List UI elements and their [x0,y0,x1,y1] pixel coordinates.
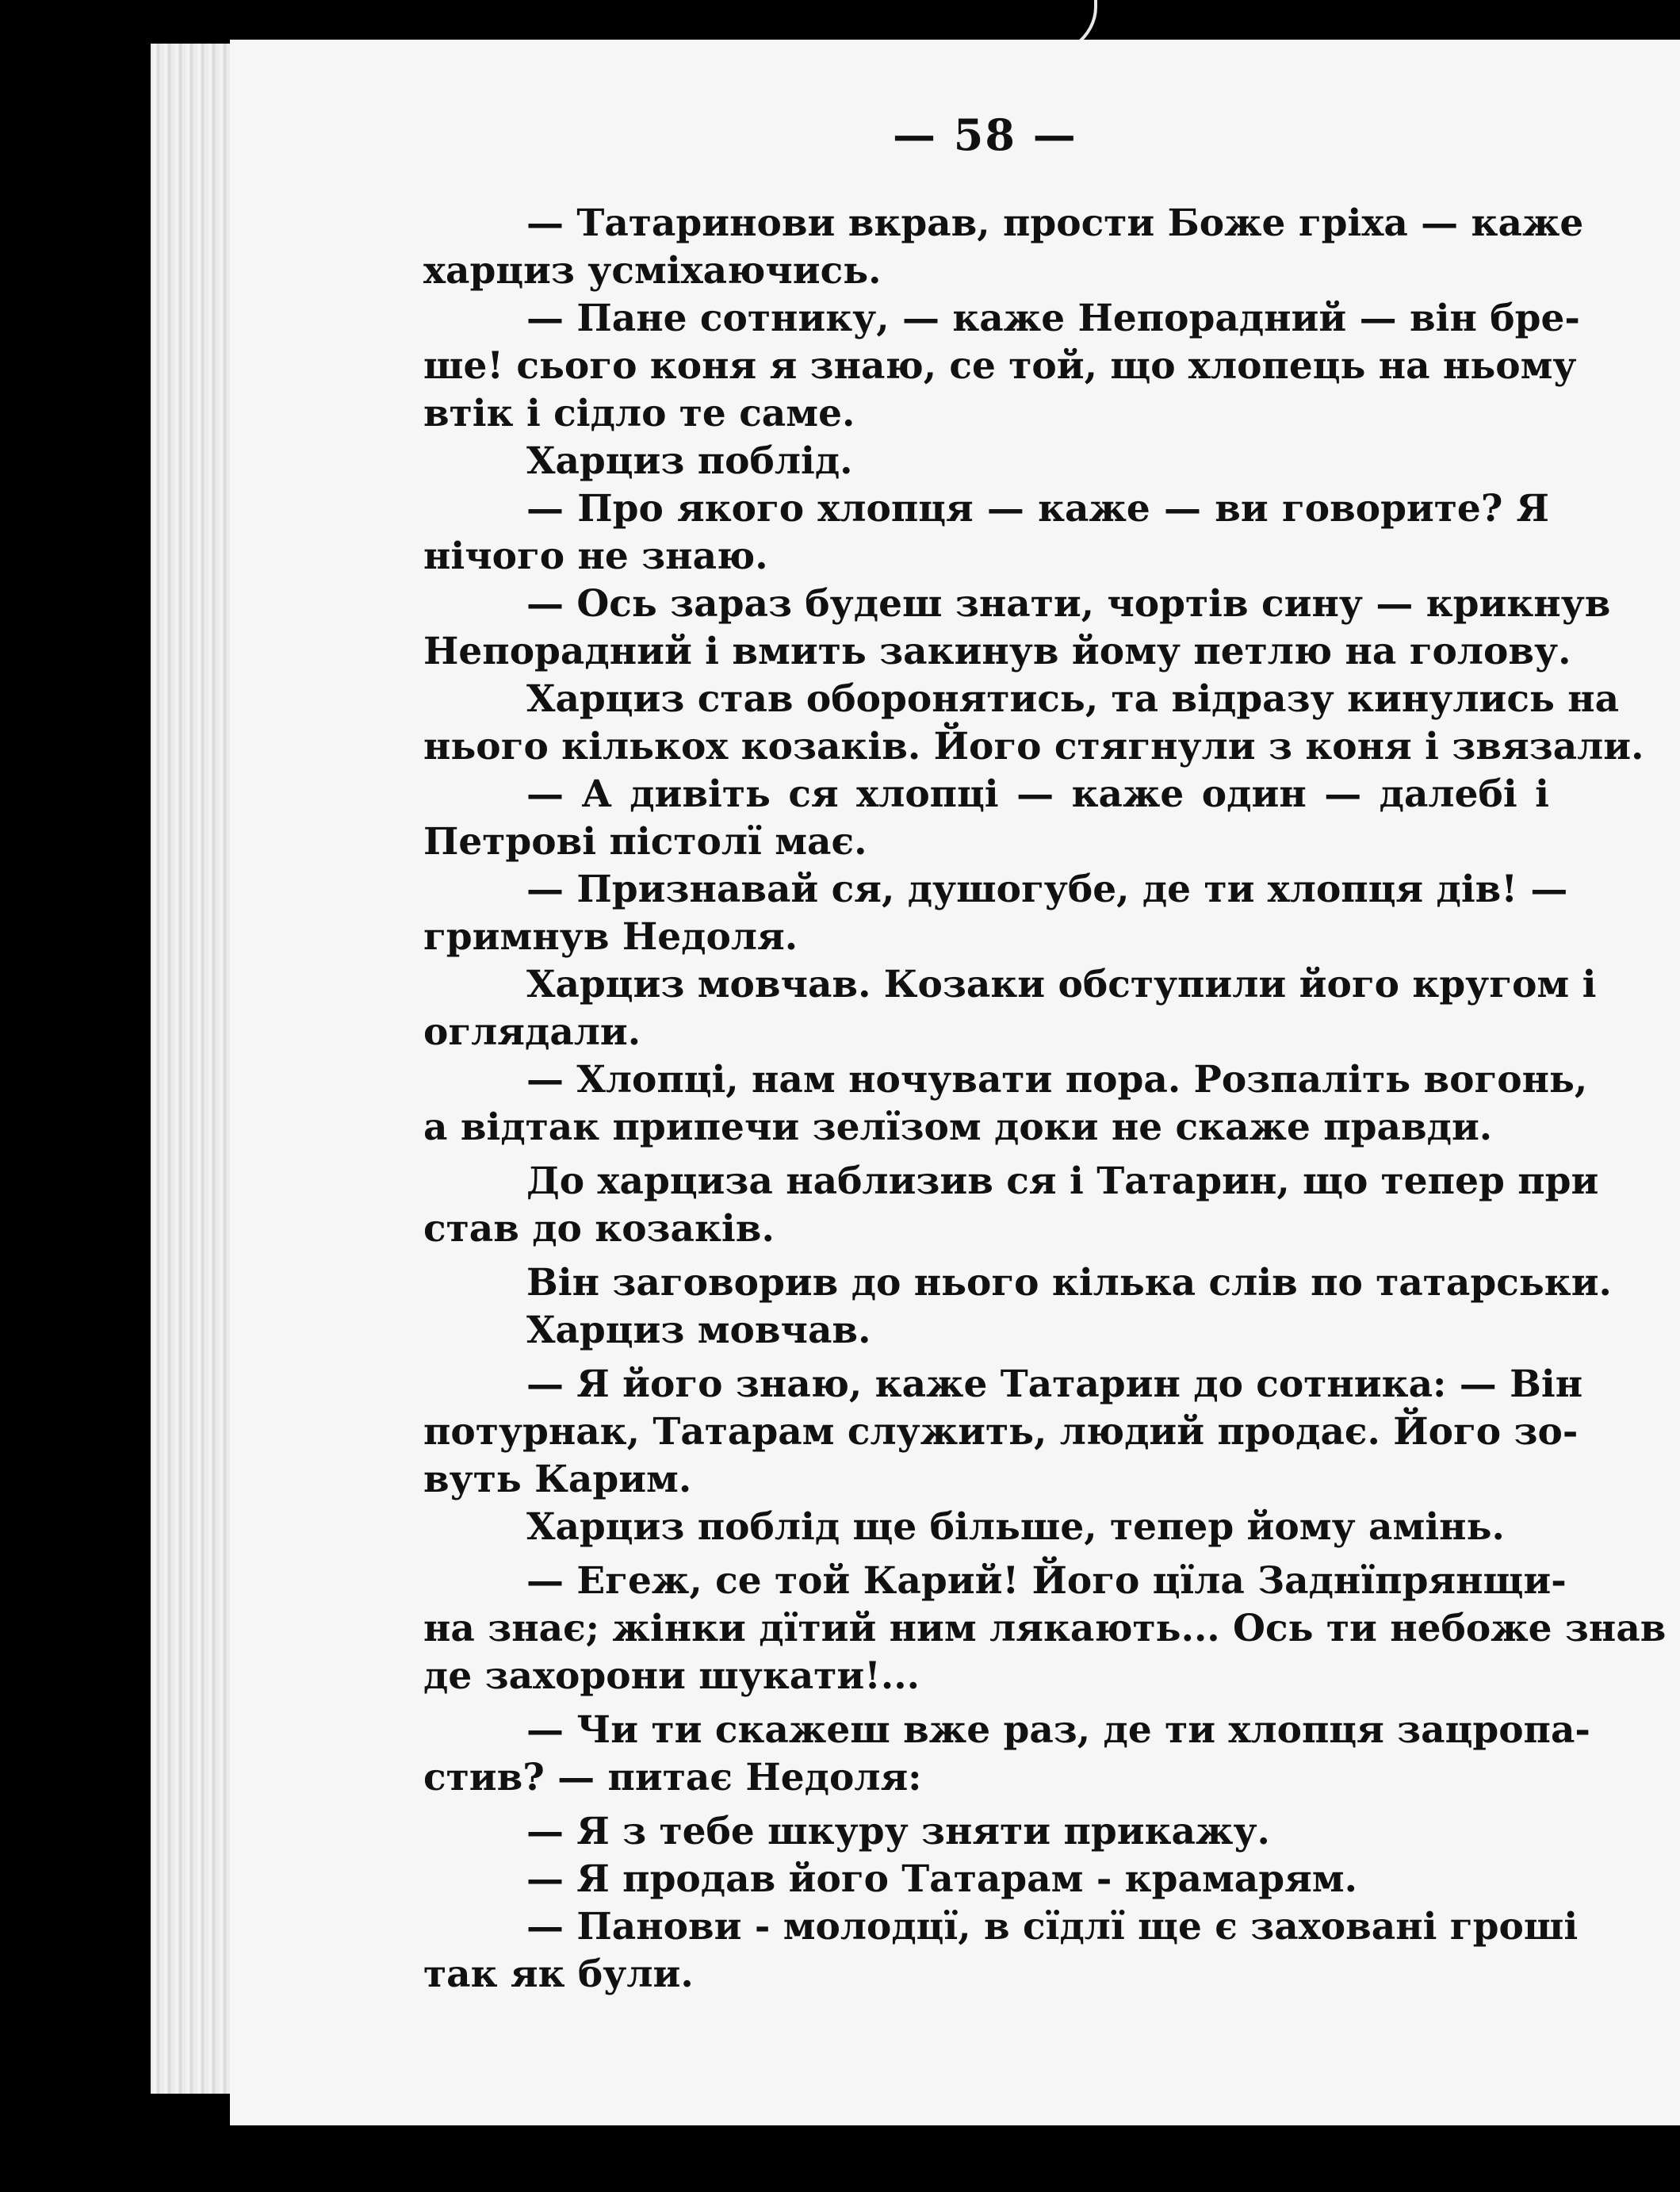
text-line: — Панови - молодцї, в сїдлї ще є заховані гроші [526,1905,1579,1949]
text-line: — Хлопці, нам ночувати пора. Розпаліть вогонь, [526,1058,1588,1102]
text-line: Непорадний і вмить закинув йому петлю на голову. [423,630,1571,673]
text-line: вуть Карим. [423,1458,692,1501]
text-line: — Пане сотнику, — каже Непорадний — він бре- [526,297,1580,340]
paragraph-gap [423,1700,1549,1707]
text-line: Він заговорив до нього кілька слів по татарськи. [526,1261,1612,1305]
paragraph-gap [423,1355,1549,1361]
text-line: потурнак, Татарам служить, людий продає. Його зо- [423,1410,1579,1454]
text-line: оглядали. [423,1010,641,1054]
text-line: де захорони шукати!... [423,1654,920,1698]
text-line: на знає; жінки дїтий ним лякають... Ось ти небоже знав [423,1607,1667,1650]
paragraph-gap [423,1551,1549,1558]
text-line: — Ось зараз будеш знати, чортів сину — крикнув [526,582,1611,626]
paragraph-gap [423,1253,1549,1259]
text-line: нічого не знаю. [423,535,768,578]
text-line: Харциз мовчав. Козаки обступили його кругом і [526,963,1597,1006]
text-line: гримнув Недоля. [423,915,798,959]
text-line: — Я його знаю, каже Татарин до сотника: — Він [526,1362,1583,1406]
text-line: став до козаків. [423,1207,775,1251]
text-line: — Я з тебе шкуру зняти прикажу. [526,1810,1270,1853]
text-line: ше! сього коня я знаю, се той, що хлопець на ньому [423,344,1577,388]
page-number: — 58 — [893,109,1077,160]
text-line: — Егеж, се той Карий! Його цїла Заднїпрянщи- [526,1559,1567,1603]
body-text [423,200,1667,1998]
text-line: а відтак припечи зелїзом доки не скаже правди. [423,1106,1493,1149]
text-line: — Татаринови вкрав, прости Боже гріха — каже [526,201,1584,245]
text-line: втік і сідло те саме. [423,392,855,435]
text-line: так як були. [423,1952,694,1996]
text-line: Харциз поблід. [526,439,853,483]
text-line: стив? — питає Недоля: [423,1756,922,1799]
text-line: нього кількох козаків. Його стягнули з коня і звязали. [423,725,1644,768]
text-line: — Я продав його Татарам - крамарям. [526,1857,1357,1901]
text-line: — Чи ти скажеш вже раз, де ти хлопця зацропа- [526,1708,1590,1752]
paragraph-gap [423,1152,1549,1158]
text-line: Петрові пістолї має. [423,820,867,864]
text-line: — Признавай ся, душогубе, де ти хлопця дів! — [526,868,1568,911]
text-line: До харциза наблизив ся і Татарин, що тепер при [526,1159,1599,1203]
text-line: харциз усміхаючись. [423,249,882,293]
text-line: Харциз став оборонятись, та відразу кинулись на [526,677,1620,721]
text-line: — А дивіть ся хлопці — каже один — далебі і [526,772,1549,816]
text-line: Харциз поблід ще більше, тепер йому амінь. [526,1505,1505,1549]
text-line: — Про якого хлопця — каже — ви говорите? Я [526,487,1549,531]
paragraph-gap [423,1802,1549,1808]
text-line: Харциз мовчав. [526,1309,871,1352]
